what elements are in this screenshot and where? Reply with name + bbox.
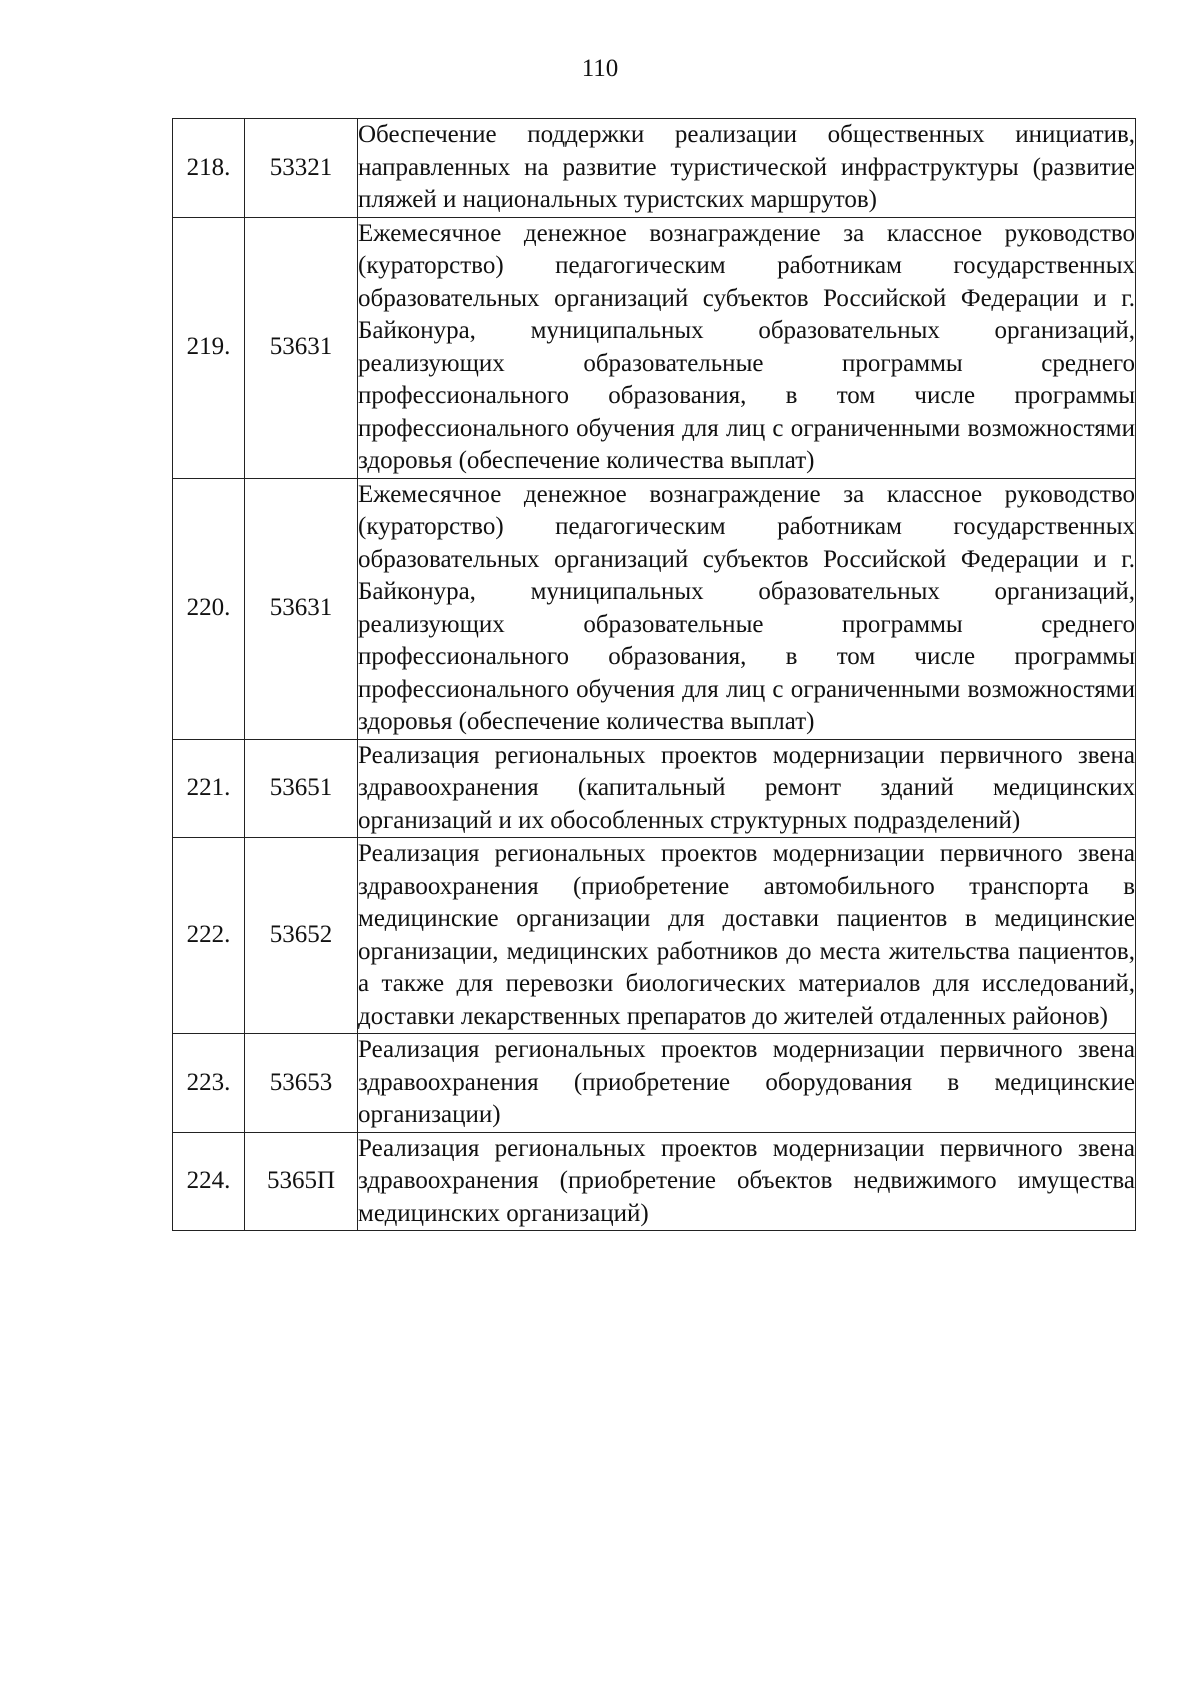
- row-description: Реализация региональных проектов модернизации первичного звена здравоохранения (приобретение автомобильного транспорта в медицинские организации для доставки пациентов в медицинские организации, медицинских работников до места жительства пациентов, а также для перевозки биологических материалов для исследований, доставки лекарственных препаратов до жителей отдаленных районов): [358, 838, 1136, 1034]
- row-number: 218.: [173, 119, 245, 218]
- page-number: 110: [581, 55, 619, 82]
- row-description: Реализация региональных проектов модернизации первичного звена здравоохранения (капитальный ремонт зданий медицинских организаций и их обособленных структурных подразделений): [358, 739, 1136, 838]
- table-row: [173, 739, 1136, 838]
- row-number: 221.: [173, 739, 245, 838]
- row-code: 53321: [245, 119, 358, 218]
- row-number: 222.: [173, 838, 245, 1034]
- table-row: [173, 119, 1136, 218]
- row-number: 223.: [173, 1034, 245, 1133]
- row-code: 53652: [245, 838, 358, 1034]
- document-table: [172, 118, 1136, 1231]
- row-code: 53651: [245, 739, 358, 838]
- row-number: 220.: [173, 478, 245, 739]
- row-description: Реализация региональных проектов модернизации первичного звена здравоохранения (приобретение оборудования в медицинские организации): [358, 1034, 1136, 1133]
- table-row: [173, 478, 1136, 739]
- table-row: [173, 217, 1136, 478]
- row-code: 53653: [245, 1034, 358, 1133]
- table-row: [173, 838, 1136, 1034]
- row-number: 224.: [173, 1132, 245, 1231]
- row-description: Ежемесячное денежное вознаграждение за классное руководство (кураторство) педагогическим работникам государственных образовательных организаций субъектов Российской Федерации и г. Байконура, муниципальных образовательных организаций, реализующих образовательные программы среднего профессионального образования, в том числе программы профессионального обучения для лиц с ограниченными возможностями здоровья (обеспечение количества выплат): [358, 478, 1136, 739]
- row-code: 53631: [245, 217, 358, 478]
- table-row: [173, 1034, 1136, 1133]
- row-description: Обеспечение поддержки реализации общественных инициатив, направленных на развитие туристической инфраструктуры (развитие пляжей и национальных туристских маршрутов): [358, 119, 1136, 218]
- row-number: 219.: [173, 217, 245, 478]
- row-code: 53631: [245, 478, 358, 739]
- row-description: Ежемесячное денежное вознаграждение за классное руководство (кураторство) педагогическим работникам государственных образовательных организаций субъектов Российской Федерации и г. Байконура, муниципальных образовательных организаций, реализующих образовательные программы среднего профессионального образования, в том числе программы профессионального обучения для лиц с ограниченными возможностями здоровья (обеспечение количества выплат): [358, 217, 1136, 478]
- row-description: Реализация региональных проектов модернизации первичного звена здравоохранения (приобретение объектов недвижимого имущества медицинских организаций): [358, 1132, 1136, 1231]
- table-row: [173, 1132, 1136, 1231]
- row-code: 5365П: [245, 1132, 358, 1231]
